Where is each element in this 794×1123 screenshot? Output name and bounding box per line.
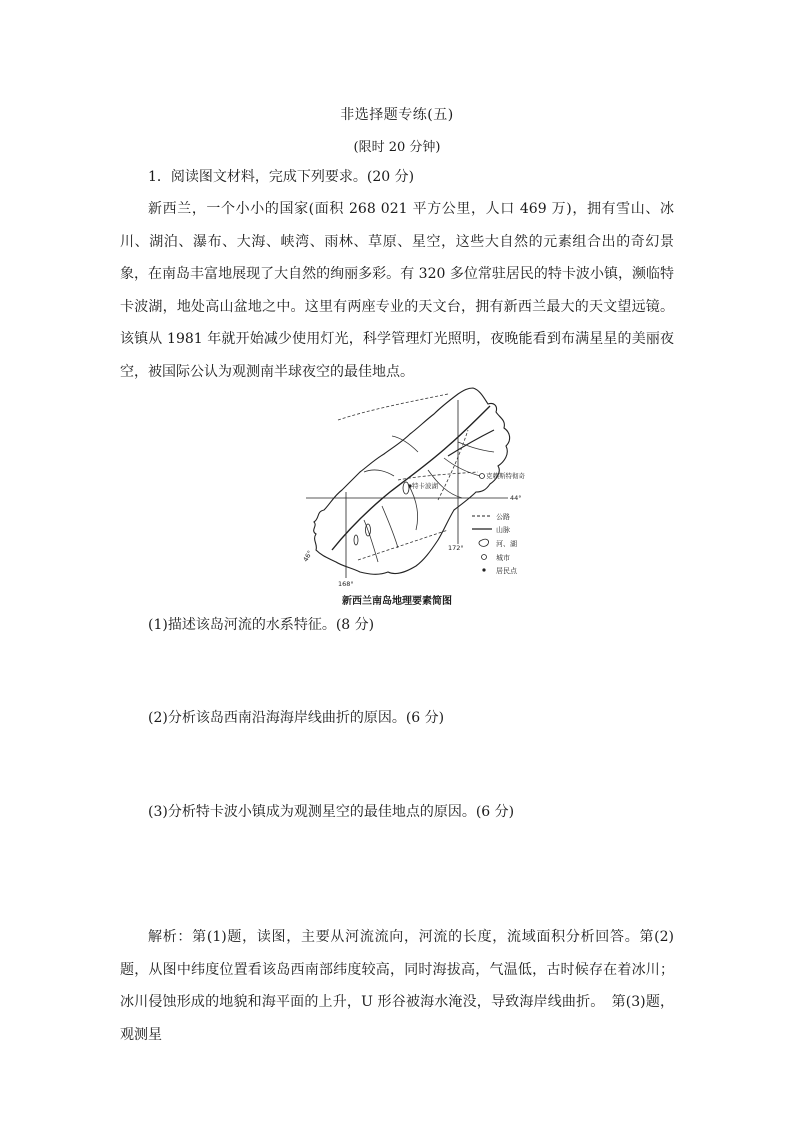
map-graphic bbox=[298, 380, 562, 600]
legend-settlement-label: 居民点 bbox=[496, 567, 517, 575]
legend-city-label: 城市 bbox=[496, 554, 510, 562]
mountain-range bbox=[332, 406, 490, 550]
legend-lake-label: 河、湖 bbox=[496, 540, 517, 548]
legend-mountain-label: 山脉 bbox=[496, 526, 510, 534]
lake bbox=[354, 535, 358, 545]
map-legend bbox=[472, 512, 518, 575]
lon-168-label: 168° bbox=[338, 580, 354, 588]
analysis-text: 解析：第(1)题，读图，主要从河流流向，河流的长度，流域面积分析回答。第(2)题，从图中纬度位置看该岛西南部纬度较高，同时海拔高，气温低，古时候存在着冰川；冰川侵蚀形成的地貌和海平面的上升，U 形谷被海水淹没，导致海岸线曲折。 第(3)题，观测星 bbox=[120, 929, 674, 1043]
page-title: 非选择题专练(五) bbox=[340, 107, 454, 123]
city-label: 克赖斯特彻奇 bbox=[486, 472, 525, 480]
legend-lake-symbol bbox=[479, 539, 489, 546]
sub-question-2: (2)分析该岛西南沿海海岸线曲折的原因。(6 分) bbox=[148, 710, 445, 726]
mountain-range bbox=[448, 430, 494, 456]
map-caption: 新西兰南岛地理要素简图 bbox=[342, 596, 452, 607]
legend-road-label: 公路 bbox=[496, 513, 510, 521]
river bbox=[382, 506, 398, 548]
city-christchurch-marker bbox=[480, 474, 485, 479]
river bbox=[364, 470, 394, 476]
legend-settlement-symbol bbox=[482, 568, 485, 571]
river bbox=[408, 484, 418, 530]
river bbox=[444, 458, 480, 476]
legend-city-symbol bbox=[482, 555, 487, 560]
town-label: 特卡波湖 bbox=[412, 482, 438, 490]
lat-44-label: 44° bbox=[510, 494, 522, 502]
south-island-map bbox=[298, 380, 562, 600]
lon-172-label: 172° bbox=[448, 544, 464, 552]
time-limit: (限时 20 分钟) bbox=[353, 140, 441, 155]
road bbox=[438, 430, 468, 500]
question-1-passage: 新西兰，一个小小的国家(面积 268 021 平方公里，人口 469 万)，拥有雪山、冰川、湖泊、瀑布、大海、峡湾、雨林、草原、星空，这些大自然的元素组合出的奇幻景象，在南岛丰富地展现了大自然的绚丽多彩。有 320 多位常驻居民的特卡波小镇，濒临特卡波湖，地处高山盆地之中。这里有两座专业的天文台，拥有新西兰最大的天文望远镜。该镇从 1981 年就开始减少使用灯光，科学管理灯光照明，夜晚能看到布满星星的美丽夜空，被国际公认为观测南半球夜空的最佳地点。 bbox=[120, 201, 674, 380]
question-1-stem: 1．阅读图文材料，完成下列要求。(20 分) bbox=[148, 169, 415, 185]
lat-46-label: 46° bbox=[301, 549, 315, 564]
lake bbox=[403, 482, 409, 494]
sub-question-3: (3)分析特卡波小镇成为观测星空的最佳地点的原因。(6 分) bbox=[148, 804, 515, 820]
sub-question-1: (1)描述该岛河流的水系特征。(8 分) bbox=[148, 617, 375, 633]
